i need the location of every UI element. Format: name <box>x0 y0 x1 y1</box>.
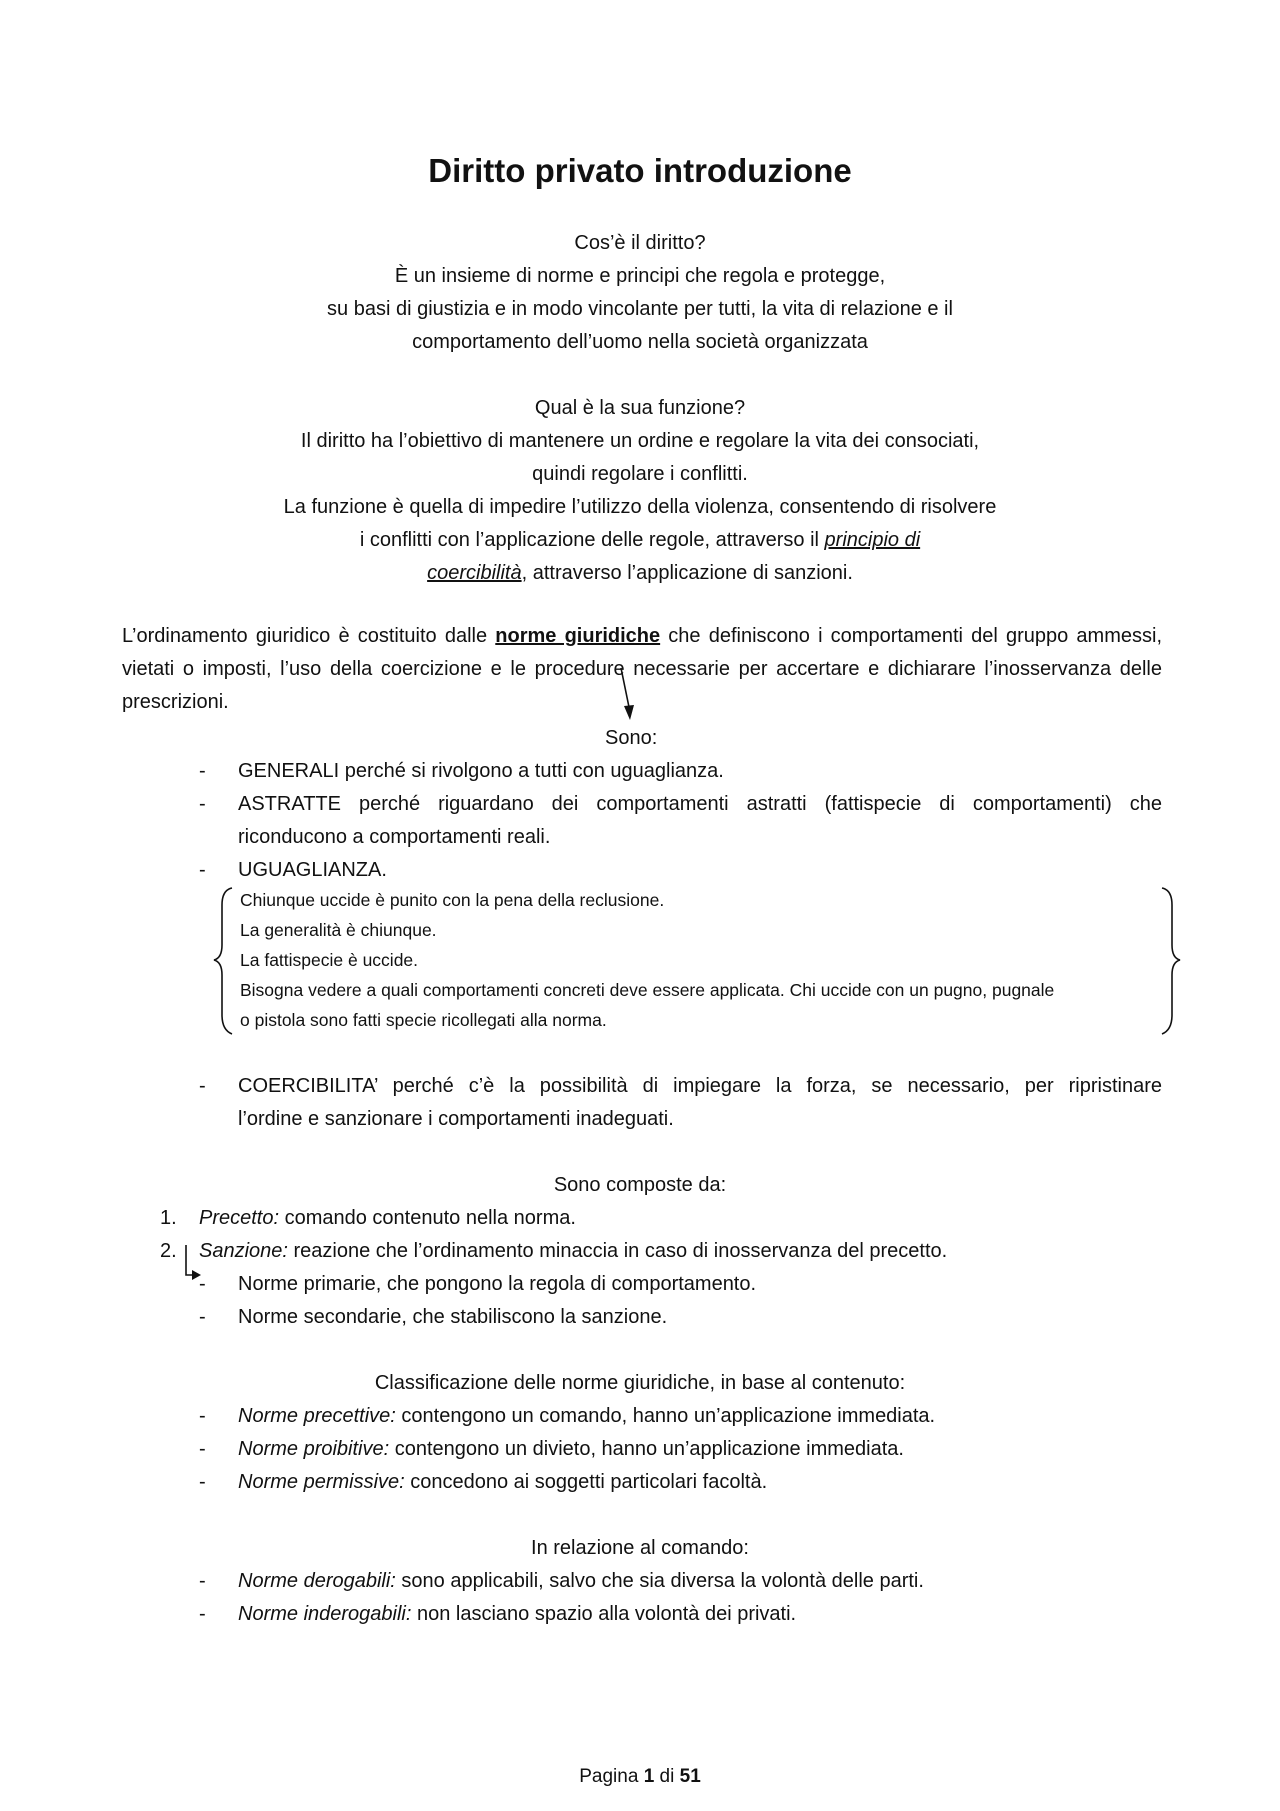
bullet-dash: - <box>199 1570 206 1592</box>
sub-item-secondary: Norme secondarie, che stabiliscono la sanzione. <box>238 1306 668 1328</box>
sub-item-primary: Norme primarie, che pongono la regola di comportamento. <box>238 1273 757 1295</box>
term: Norme precettive: <box>238 1405 396 1427</box>
bullet-dash: - <box>199 859 206 881</box>
characteristic-equality: UGUAGLIANZA. <box>238 859 387 881</box>
coercibility-term: coercibilità <box>427 562 522 584</box>
definition: contengono un comando, hanno un’applicazione immediata. <box>395 1405 936 1427</box>
footer-label: di <box>654 1766 680 1787</box>
term: Precetto: <box>199 1207 280 1229</box>
bullet-dash: - <box>199 1306 206 1328</box>
principle-link-text: principio di <box>824 529 921 551</box>
sono-heading: Sono: <box>605 727 658 749</box>
norme-giuridiche-term: norme giuridiche <box>495 625 661 647</box>
corner-arrow-icon <box>186 1245 201 1280</box>
bullet-dash: - <box>199 760 206 782</box>
bullet-dash: - <box>199 1438 206 1460</box>
question-what-is-law: Cos’è il diritto? <box>574 232 706 254</box>
example-line: o pistola sono fatti specie ricollegati alla norma. <box>240 1010 607 1030</box>
left-brace-icon <box>214 888 232 1034</box>
composte-heading: Sono composte da: <box>553 1174 727 1196</box>
classificazione-heading: Classificazione delle norme giuridiche, in base al contenuto: <box>374 1372 906 1394</box>
characteristic-coercibility-cont: l’ordine e sanzionare i comportamenti inadeguati. <box>238 1108 674 1130</box>
answer-line: Il diritto ha l’obiettivo di mantenere un ordine e regolare la vita dei consociati, <box>300 430 980 452</box>
paragraph-text: L’ordinamento giuridico è costituito dalle <box>122 625 496 647</box>
term: Norme proibitive: <box>238 1438 390 1460</box>
term: Norme inderogabili: <box>238 1603 412 1625</box>
answer-line: È un insieme di norme e principi che regola e protegge, <box>394 265 886 287</box>
page-number: 1 <box>643 1766 655 1787</box>
example-line: Chiunque uccide è punito con la pena della reclusione. <box>240 890 665 910</box>
answer-line: quindi regolare i conflitti. <box>532 463 748 485</box>
paragraph-text: che definiscono i comportamenti del gruppo ammessi, vietati o imposti, l’uso della coercizione e le procedure necessarie per accertare e dichiarare l’inosservanza delle prescrizioni. <box>122 625 1162 713</box>
list-number: 2. <box>160 1240 177 1262</box>
definition: contengono un divieto, hanno un’applicazione immediata. <box>389 1438 904 1460</box>
definition: sono applicabili, salvo che sia diversa la volontà delle parti. <box>395 1570 924 1592</box>
characteristic-general: GENERALI perché si rivolgono a tutti con uguaglianza. <box>238 760 724 782</box>
answer-text: i conflitti con l’applicazione delle regole, attraverso il <box>359 529 825 551</box>
question-function: Qual è la sua funzione? <box>534 397 746 419</box>
characteristic-abstract-cont: riconducono a comportamenti reali. <box>238 826 551 848</box>
bullet-dash: - <box>199 1603 206 1625</box>
definition: reazione che l’ordinamento minaccia in caso di inosservanza del precetto. <box>287 1240 948 1262</box>
answer-line: comportamento dell’uomo nella società organizzata <box>412 331 868 353</box>
example-line: La generalità è chiunque. <box>240 920 437 940</box>
answer-line: La funzione è quella di impedire l’utilizzo della violenza, consentendo di risolvere <box>283 496 997 518</box>
bullet-dash: - <box>199 793 206 815</box>
term: Norme derogabili: <box>238 1570 396 1592</box>
comando-heading: In relazione al comando: <box>531 1537 749 1559</box>
page-title: Diritto privato introduzione <box>428 152 852 189</box>
footer-label: Pagina <box>579 1766 644 1787</box>
right-brace-icon <box>1162 888 1180 1034</box>
example-line: La fattispecie è uccide. <box>240 950 419 970</box>
characteristic-abstract: ASTRATTE perché riguardano dei comportamenti astratti (fattispecie di comportamenti) che <box>238 793 1162 815</box>
answer-line: su basi di giustizia e in modo vincolante per tutti, la vita di relazione e il <box>327 298 953 320</box>
bullet-dash: - <box>199 1405 206 1427</box>
list-number: 1. <box>160 1207 177 1229</box>
definition: concedono ai soggetti particolari facoltà. <box>404 1471 768 1493</box>
example-line: Bisogna vedere a quali comportamenti concreti deve essere applicata. Chi uccide con un pugno, pugnale <box>240 980 1055 1000</box>
characteristic-coercibility: COERCIBILITA’ perché c’è la possibilità di impiegare la forza, se necessario, per ripristinare <box>238 1075 1162 1097</box>
term: Norme permissive: <box>238 1471 405 1493</box>
definition: comando contenuto nella norma. <box>279 1207 576 1229</box>
total-pages: 51 <box>679 1766 701 1787</box>
bullet-dash: - <box>199 1075 206 1097</box>
bullet-dash: - <box>199 1471 206 1493</box>
arrow-to-sono-icon <box>621 668 634 720</box>
term: Sanzione: <box>199 1240 288 1262</box>
answer-text: , attraverso l’applicazione di sanzioni. <box>521 562 853 584</box>
bullet-dash: - <box>199 1273 206 1295</box>
definition: non lasciano spazio alla volontà dei privati. <box>411 1603 797 1625</box>
